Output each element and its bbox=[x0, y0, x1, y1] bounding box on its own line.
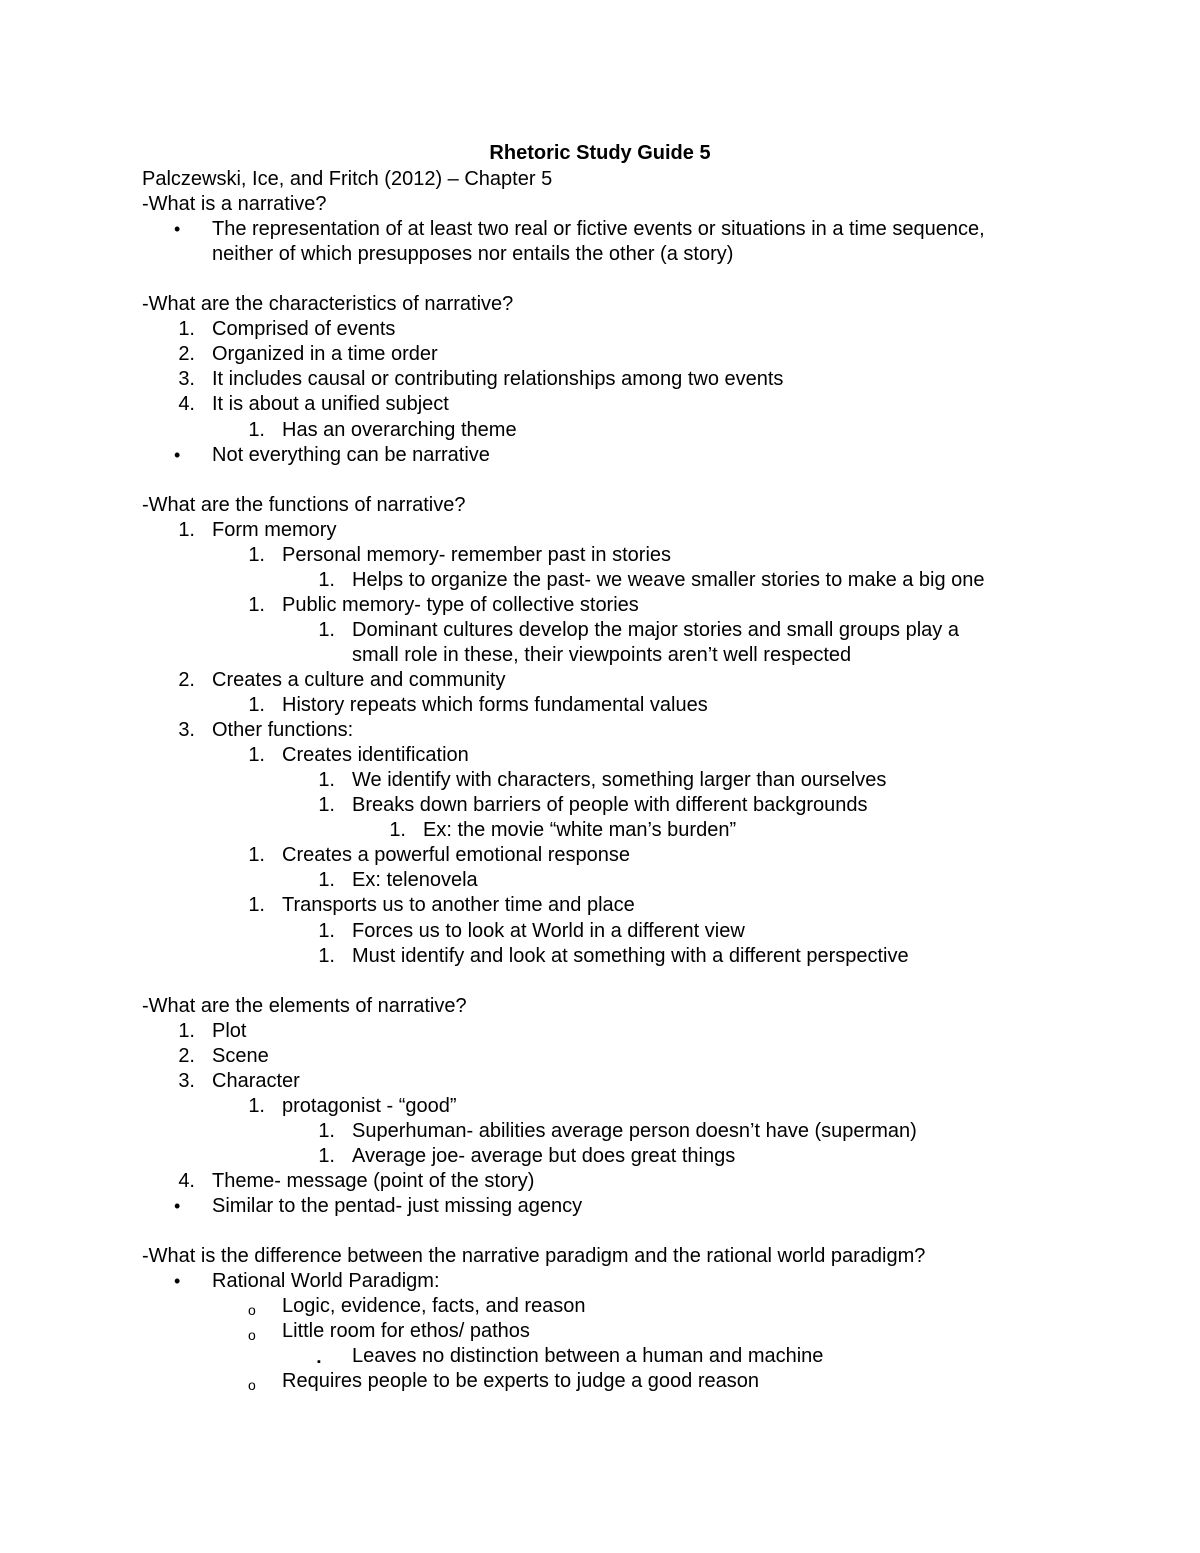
section-heading: -What is the difference between the narrative paradigm and the rational world paradigm? bbox=[142, 1245, 926, 1268]
list-number: 1. bbox=[318, 919, 335, 942]
list-item-text: Comprised of events bbox=[212, 318, 396, 341]
document-line bbox=[0, 568, 1200, 593]
document-line bbox=[0, 1094, 1200, 1119]
list-item-text: Helps to organize the past- we weave smaller stories to make a big one bbox=[352, 568, 985, 591]
list-item-text: Logic, evidence, facts, and reason bbox=[282, 1295, 586, 1318]
list-number: 1. bbox=[178, 518, 195, 541]
section-heading: Palczewski, Ice, and Fritch (2012) – Chapter 5 bbox=[142, 168, 553, 190]
document-line bbox=[0, 443, 1200, 468]
list-item-text: We identify with characters, something larger than ourselves bbox=[352, 769, 887, 792]
list-number: 1. bbox=[318, 1119, 335, 1142]
list-number: 1. bbox=[318, 568, 335, 591]
document-line bbox=[0, 693, 1200, 718]
section-heading: -What are the functions of narrative? bbox=[142, 493, 466, 516]
list-number: 4. bbox=[178, 393, 195, 416]
list-number: 2. bbox=[178, 669, 195, 691]
list-item-text: Creates a culture and community bbox=[212, 669, 506, 691]
document-line bbox=[0, 1169, 1200, 1194]
list-item-text: small role in these, their viewpoints aren’t well respected bbox=[352, 643, 852, 666]
section-heading: -What are the characteristics of narrative? bbox=[142, 293, 514, 316]
list-item-text: Ex: telenovela bbox=[352, 869, 478, 892]
list-item-text: Has an overarching theme bbox=[282, 418, 517, 441]
document-line bbox=[0, 593, 1200, 618]
list-item-text: Creates identification bbox=[282, 744, 469, 767]
document-line bbox=[0, 1294, 1200, 1319]
list-item-text: Personal memory- remember past in stories bbox=[282, 543, 672, 566]
document-line bbox=[0, 317, 1200, 342]
list-item-text: Breaks down barriers of people with different backgrounds bbox=[352, 794, 868, 817]
list-number: 1. bbox=[248, 1094, 265, 1117]
document-line bbox=[0, 192, 1200, 217]
list-item-text: Average joe- average but does great things bbox=[352, 1144, 736, 1167]
list-item-text: Must identify and look at something with a different perspective bbox=[352, 944, 909, 967]
list-item-text: Transports us to another time and place bbox=[282, 894, 635, 917]
list-number: 1. bbox=[248, 894, 265, 917]
document-line bbox=[0, 392, 1200, 417]
list-item-text: Little room for ethos/ pathos bbox=[282, 1320, 530, 1343]
list-number: 3. bbox=[178, 719, 195, 742]
list-item-text: protagonist - “good” bbox=[282, 1094, 457, 1117]
list-item-text: It is about a unified subject bbox=[212, 393, 449, 416]
document-line bbox=[0, 342, 1200, 367]
circle-bullet-icon: o bbox=[248, 1327, 256, 1344]
list-number: 1. bbox=[318, 869, 335, 892]
document-line bbox=[0, 643, 1200, 668]
list-item-text: Requires people to be experts to judge a good reason bbox=[282, 1370, 760, 1393]
square-bullet-icon: ▪ bbox=[317, 1356, 321, 1369]
document-line bbox=[0, 1269, 1200, 1294]
document-line bbox=[0, 618, 1200, 643]
document-line bbox=[0, 793, 1200, 818]
list-item-text: Plot bbox=[212, 1019, 247, 1042]
list-item-text: Form memory bbox=[212, 518, 337, 541]
list-item-text: Similar to the pentad- just missing agency bbox=[212, 1195, 583, 1218]
list-item-text: Forces us to look at World in a different view bbox=[352, 919, 745, 942]
document-line bbox=[0, 718, 1200, 743]
document-title: Rhetoric Study Guide 5 bbox=[489, 142, 711, 164]
document-line bbox=[0, 1244, 1200, 1269]
document-line bbox=[0, 217, 1200, 242]
list-number: 1. bbox=[248, 418, 265, 441]
document-line bbox=[0, 1019, 1200, 1044]
list-number: 1. bbox=[248, 543, 265, 566]
list-item-text: Organized in a time order bbox=[212, 343, 438, 366]
document-line bbox=[0, 818, 1200, 843]
list-number: 1. bbox=[318, 1144, 335, 1167]
list-number: 1. bbox=[248, 593, 265, 616]
document-line bbox=[0, 1044, 1200, 1069]
document-line bbox=[0, 367, 1200, 392]
list-item-text: History repeats which forms fundamental values bbox=[282, 694, 708, 717]
document-line bbox=[0, 893, 1200, 918]
document-line bbox=[0, 1344, 1200, 1369]
list-number: 1. bbox=[248, 694, 265, 717]
list-item-text: Other functions: bbox=[212, 719, 354, 742]
document-line bbox=[0, 543, 1200, 568]
list-item-text: Scene bbox=[212, 1044, 269, 1067]
list-item-text: neither of which presupposes nor entails the other (a story) bbox=[212, 243, 734, 266]
list-item-text: Superhuman- abilities average person doesn’t have (superman) bbox=[352, 1119, 917, 1142]
list-number: 1. bbox=[389, 819, 406, 842]
document-line bbox=[0, 668, 1200, 693]
list-item-text: Creates a powerful emotional response bbox=[282, 844, 630, 867]
document-line bbox=[0, 1119, 1200, 1144]
document-line bbox=[0, 868, 1200, 893]
bullet-icon: • bbox=[174, 444, 181, 465]
document-line bbox=[0, 1369, 1200, 1394]
list-number: 3. bbox=[178, 368, 195, 391]
document-line bbox=[0, 743, 1200, 768]
document-line bbox=[0, 944, 1200, 969]
list-number: 1. bbox=[248, 844, 265, 867]
list-item-text: The representation of at least two real or fictive events or situations in a time sequence, bbox=[212, 218, 985, 241]
document-line bbox=[0, 242, 1200, 267]
list-number: 1. bbox=[318, 618, 335, 641]
section-heading: -What are the elements of narrative? bbox=[142, 994, 467, 1017]
list-number: 1. bbox=[318, 944, 335, 967]
document-line bbox=[0, 1069, 1200, 1094]
bullet-icon: • bbox=[174, 219, 181, 240]
list-item-text: Dominant cultures develop the major stories and small groups play a bbox=[352, 618, 959, 641]
list-item-text: Ex: the movie “white man’s burden” bbox=[423, 819, 737, 842]
list-item-text: Leaves no distinction between a human and machine bbox=[352, 1345, 824, 1368]
document-line bbox=[0, 418, 1200, 443]
document-line bbox=[0, 518, 1200, 543]
list-number: 1. bbox=[248, 744, 265, 767]
list-item-text: It includes causal or contributing relationships among two events bbox=[212, 368, 784, 391]
list-number: 3. bbox=[178, 1069, 195, 1092]
bullet-icon: • bbox=[174, 1196, 181, 1217]
document-line bbox=[0, 167, 1200, 192]
document-line bbox=[0, 919, 1200, 944]
circle-bullet-icon: o bbox=[248, 1377, 256, 1394]
list-number: 1. bbox=[178, 318, 195, 341]
list-item-text: Theme- message (point of the story) bbox=[212, 1170, 535, 1192]
document-line bbox=[0, 994, 1200, 1019]
document-line bbox=[0, 292, 1200, 317]
list-number: 1. bbox=[318, 794, 335, 817]
document-line bbox=[0, 1319, 1200, 1344]
list-item-text: Character bbox=[212, 1069, 300, 1092]
list-number: 4. bbox=[178, 1170, 195, 1192]
list-item-text: Not everything can be narrative bbox=[212, 443, 490, 466]
list-number: 2. bbox=[178, 1044, 195, 1067]
document-line bbox=[0, 843, 1200, 868]
list-number: 1. bbox=[178, 1019, 195, 1042]
document-line bbox=[0, 768, 1200, 793]
circle-bullet-icon: o bbox=[248, 1302, 256, 1319]
document-line bbox=[0, 493, 1200, 518]
list-number: 2. bbox=[178, 343, 195, 366]
list-number: 1. bbox=[318, 769, 335, 792]
list-item-text: Rational World Paradigm: bbox=[212, 1270, 440, 1293]
bullet-icon: • bbox=[174, 1271, 181, 1292]
list-item-text: Public memory- type of collective stories bbox=[282, 593, 639, 616]
document-line bbox=[0, 1194, 1200, 1219]
document-line bbox=[0, 1144, 1200, 1169]
section-heading: -What is a narrative? bbox=[142, 193, 327, 216]
